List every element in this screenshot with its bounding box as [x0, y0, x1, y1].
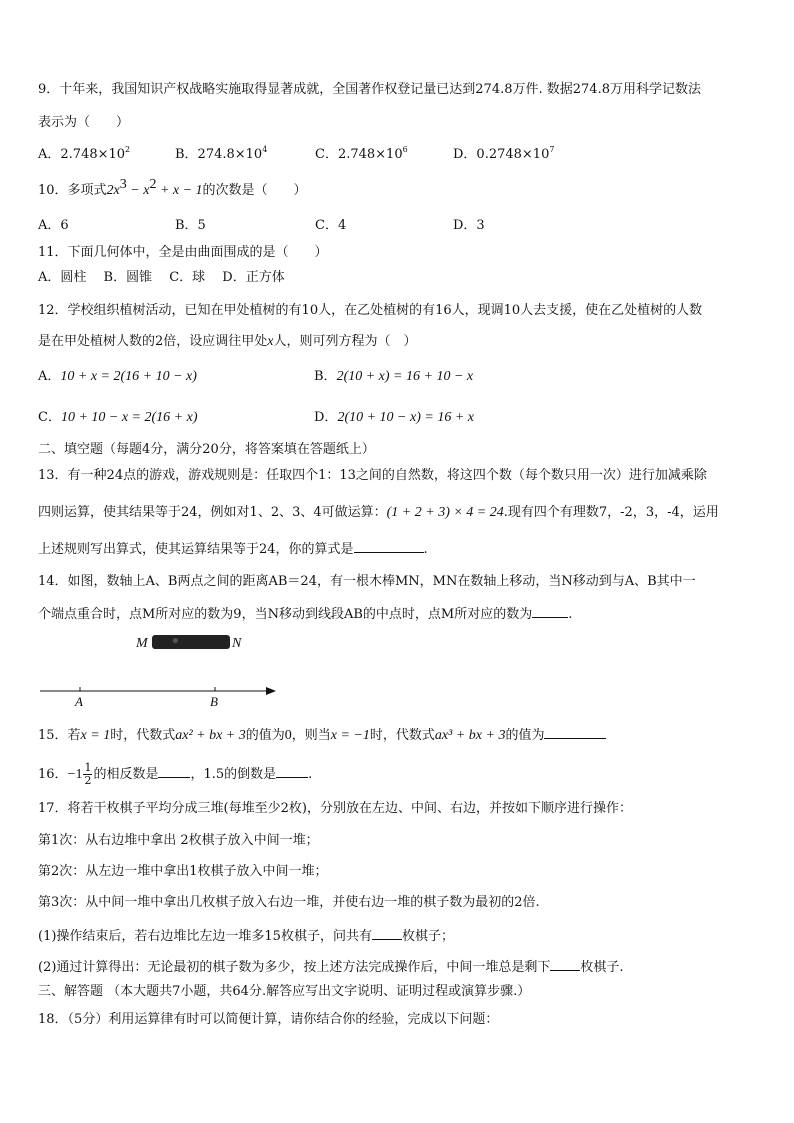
label-b: B	[210, 694, 218, 709]
q12-option-d: D．2(10 + 10 − x) = 16 + x	[314, 410, 474, 425]
label-m: M	[136, 636, 148, 651]
q17-answer-blank-1[interactable]	[372, 927, 402, 940]
q13-answer-blank[interactable]	[354, 540, 424, 553]
q12-option-b: B．2(10 + x) = 16 + 10 − x	[314, 369, 474, 384]
q16-answer-blank-1[interactable]	[158, 765, 190, 778]
section-2-heading: 二、填空题（每题4分，满分20分，将答案填在答题纸上）	[38, 442, 375, 457]
q10-option-c: C．4	[315, 218, 347, 233]
q9-option-a: A．$2.748\times 10^2$	[38, 145, 131, 162]
label-n: N	[232, 636, 242, 651]
q18-line: 18．（5分）利用运算律有时可以简便计算，请你结合你的经验，完成以下问题：	[38, 1012, 499, 1027]
q14-answer-blank[interactable]	[532, 605, 568, 618]
number-line	[38, 684, 278, 698]
q13-line2: 四则运算，使其结果等于24，例如对1、2、3、4可做运算：(1 + 2 + 3) × 4 = 24.现有四个有理数7，-2，3，-4，运用	[38, 505, 719, 520]
section-3-heading: 三、解答题 （本大题共7小题，共64分.解答应写出文字说明、证明过程或演算步骤.）	[38, 984, 531, 999]
q16-line: 16．−1 $\frac{1}{2}$ 的相反数是 ，1.5的倒数是 .	[38, 761, 313, 787]
q17-answer-blank-2[interactable]	[550, 958, 580, 971]
q12-line1: 12．学校组织植树活动，已知在甲处植树的有10人，在乙处植树的有16人，现调10人去支援，使在乙处植树的人数	[38, 303, 703, 318]
q15-answer-blank[interactable]	[544, 726, 606, 739]
q17-part1: (1)操作结束后，若右边堆比左边一堆多15枚棋子，问共有 枚棋子；	[38, 929, 454, 944]
q10-line: 10．多项式$2x^3 - x^2 + x - 1$的次数是（ ）	[38, 177, 307, 198]
q15-line: 15．若x = 1时，代数式ax² + bx + 3的值为0，则当x = −1时，代数式ax³ + bx + 3的值为	[38, 726, 606, 744]
q10-option-b: B．5	[175, 218, 206, 233]
q9-option-c: C．$2.748\times 10^6$	[315, 145, 408, 162]
q13-line1: 13．有一种24点的游戏，游戏规则是：任取四个1：13之间的自然数，将这四个数（每个数只用一次）进行加减乘除	[38, 468, 707, 483]
q16-answer-blank-2[interactable]	[276, 765, 308, 778]
q10-option-d: D．3	[453, 218, 485, 233]
q14-line2: 个端点重合时，点M所对应的数为9，当N移动到线段AB的中点时，点M所对应的数为 .	[38, 607, 573, 622]
q9-option-b: B．$274.8\times 10^4$	[175, 145, 268, 162]
q11-options: A．圆柱 B．圆锥 C．球 D．正方体	[38, 270, 285, 285]
q11-line: 11．下面几何体中，全是由曲面围成的是（ ）	[38, 245, 328, 260]
q9-line2: 表示为（ ）	[38, 115, 130, 130]
q14-line1: 14．如图，数轴上A、B两点之间的距离AB＝24，有一根木棒MN，MN在数轴上移动，当N移动到与A、B其中一	[38, 574, 696, 589]
q17-part2: (2)通过计算得出：无论最初的棋子数为多少，按上述方法完成操作后，中间一堆总是剩下 枚棋子.	[38, 960, 624, 975]
q12-option-a: A．10 + x = 2(16 + 10 − x)	[38, 369, 197, 384]
q17-step2: 第2次：从左边一堆中拿出1枚棋子放入中间一堆；	[38, 864, 328, 879]
fraction-one-half: $\frac{1}{2}$	[84, 761, 92, 787]
q10-option-a: A．6	[38, 218, 69, 233]
q12-line2: 是在甲处植树人数的2倍，设应调往甲处x人，则可列方程为（ ）	[38, 334, 417, 349]
label-a: A	[75, 694, 83, 709]
stick-mn	[152, 635, 230, 649]
q13-line3: 上述规则写出算式，使其运算结果等于24，你的算式是 .	[38, 542, 428, 557]
q17-line1: 17．将若干枚棋子平均分成三堆(每堆至少2枚)，分别放在左边、中间、右边，并按如下顺序进行操作：	[38, 801, 632, 816]
q17-step1: 第1次：从右边堆中拿出 2枚棋子放入中间一堆；	[38, 833, 319, 848]
q9-option-d: D．$0.2748\times 10^7$	[453, 145, 555, 162]
q12-option-c: C．10 + 10 − x = 2(16 + x)	[38, 410, 198, 425]
q9-line1: 9．十年来，我国知识产权战略实施取得显著成就，全国著作权登记量已达到274.8万件. 数据274.8万用科学记数法	[38, 82, 701, 97]
q17-step3: 第3次：从中间一堆中拿出几枚棋子放入右边一堆，并使右边一堆的棋子数为最初的2倍.	[38, 895, 540, 910]
